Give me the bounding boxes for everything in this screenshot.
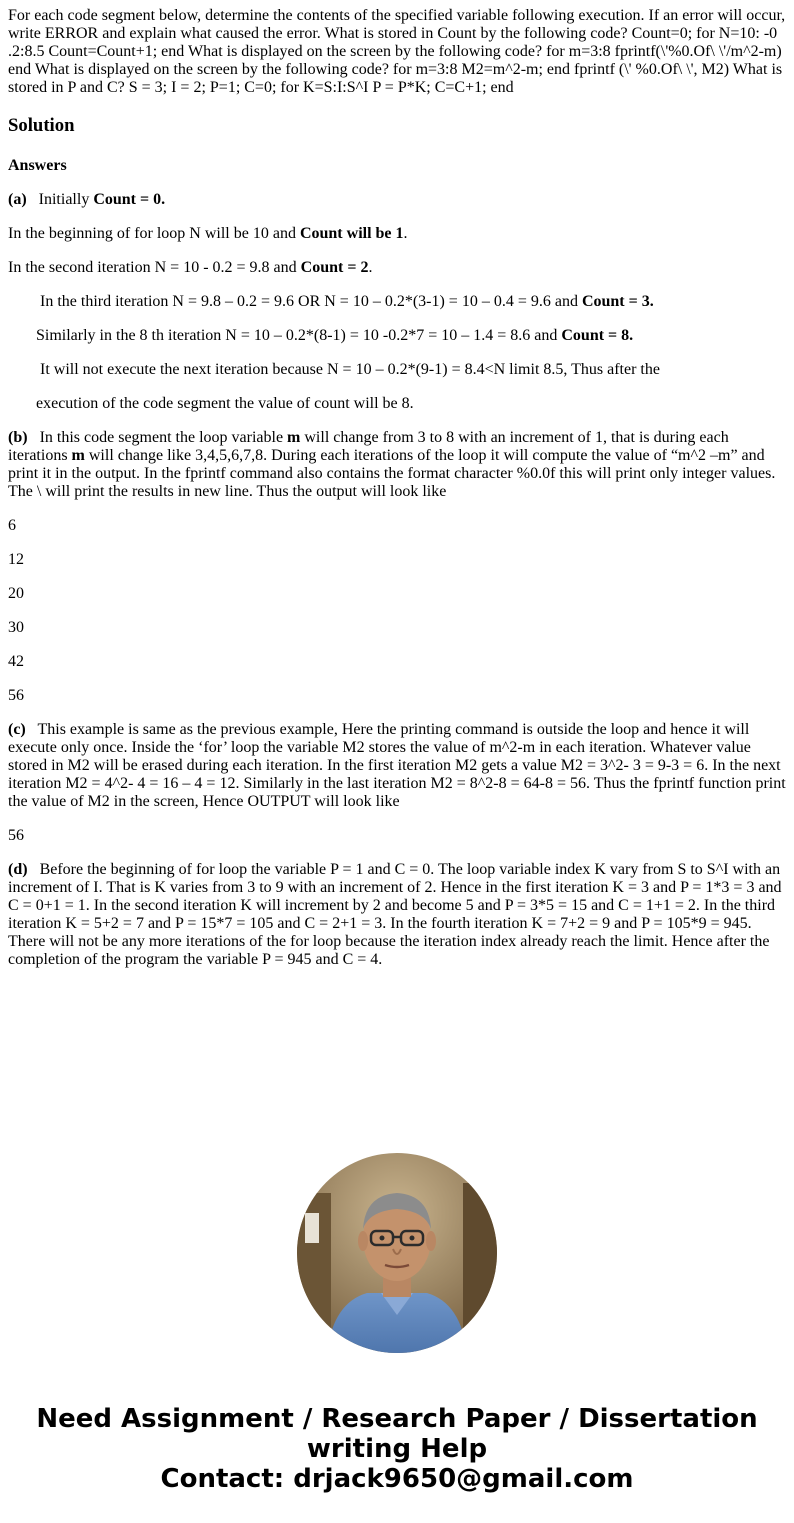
part-b-label: (b) xyxy=(8,429,28,446)
part-b-text-2: will change from 3 to 8 with an increment of 1, that is during each iterations xyxy=(8,429,729,464)
part-b-output-line: 42 xyxy=(8,653,24,670)
part-c-text: This example is same as the previous example, Here the printing command is outside the loop and hence it will execute only once. Inside the ‘for’ loop the variable M2 stores the value of m^2-m in each iteration. Whatever value stored in M2 will be erased during each iteration. In the first iteration M2 gets a value M2 = 3^2- 3 = 9-3 = 6. In the next iteration M2 = 4^2- 4 = 16 – 4 = 12. Similarly in the last iteration M2 = 8^2-8 = 64-8 = 56. Thus the fprintf function print the value of M2 in the screen, Hence OUTPUT will look like xyxy=(8,721,786,810)
part-b-output-line: 56 xyxy=(8,687,24,704)
promo-line-1: Need Assignment / Research Paper / Dissertation xyxy=(36,1404,758,1434)
part-a-line-4 xyxy=(8,293,788,311)
part-a-l5-text: Similarly in the 8 th iteration N = 10 – 0.2*(8-1) = 10 -0.2*7 = 10 – 1.4 = 8.6 and xyxy=(36,327,562,344)
part-a-l4-bold: Count = 3. xyxy=(581,293,654,310)
author-photo-avatar xyxy=(297,1153,497,1353)
author-portrait-image xyxy=(297,1153,497,1353)
part-b-var-1: m xyxy=(287,429,301,446)
answers-label: Answers xyxy=(8,157,67,174)
part-d-text: Before the beginning of for loop the variable P = 1 and C = 0. The loop variable index K vary from S to S^I with an increment of I. That is K varies from 3 to 9 with an increment of 2. Hence in the first iteration K = 3 and P = 1*3 = 3 and C = 0+1 = 1. In the second iteration K will increment by 2 and become 5 and P = 3*5 = 15 and C = 1+1 = 2. In the third iteration K = 5+2 = 7 and P = 15*7 = 105 and C = 2+1 = 3. In the fourth iteration K = 7+2 = 9 and P = 105*9 = 945. There will not be any more iterations of the for loop because the iteration index already reach the limit. Hence after the completion of the program the variable P = 945 and C = 4. xyxy=(8,861,782,968)
part-b-paragraph xyxy=(8,429,788,501)
part-a-line-1 xyxy=(8,191,788,209)
part-a-l3-post: . xyxy=(368,259,373,276)
solution-heading: Solution xyxy=(8,115,75,136)
promo-line-2: writing Help xyxy=(306,1434,488,1464)
part-a-l2-post: . xyxy=(403,225,408,242)
part-a-l2-text: In the beginning of for loop N will be 10 and xyxy=(8,225,300,242)
part-b-output-line: 6 xyxy=(8,517,16,534)
part-a-l1-bold: Count = 0. xyxy=(93,191,166,208)
part-a-l3-bold: Count = 2 xyxy=(300,259,369,276)
part-a-line-7: execution of the code segment the value of count will be 8. xyxy=(36,395,414,412)
part-b-text-3: will change like 3,4,5,6,7,8. During each iterations of the loop it will compute the value of “m^2 –m” and print it in the output. In the fprintf command also contains the format character %0.0f this will print only integer values. The \ will print the results in new line. Thus the output will look like xyxy=(8,447,776,500)
part-b-text-1: In this code segment the loop variable xyxy=(39,429,288,446)
document-body xyxy=(8,7,788,985)
part-c-output: 56 xyxy=(8,827,24,844)
part-a-line-6: It will not execute the next iteration because N = 10 – 0.2*(9-1) = 8.4<N limit 8.5, Thus after the xyxy=(40,361,660,378)
part-a-label: (a) xyxy=(8,191,27,208)
part-d-paragraph xyxy=(8,861,788,969)
part-a-l3-text: In the second iteration N = 10 - 0.2 = 9.8 and xyxy=(8,259,301,276)
part-c-label: (c) xyxy=(8,721,26,738)
question-text: For each code segment below, determine the contents of the specified variable following execution. If an error will occur, write ERROR and explain what caused the error. What is stored in Count by the following code? Count=0; for N=10: -0 .2:8.5 Count=Count+1; end What is displayed on the screen by the following code? for m=3:8 fprintf(\'%0.Of\ \'/m^2-m) end What is displayed on the screen by the following code? for m=3:8 M2=m^2-m; end fprintf (\' %0.Of\ \', M2) What is stored in P and C? S = 3; I = 2; P=1; C=0; for K=S:I:S^I P = P*K; C=C+1; end xyxy=(8,7,786,96)
part-a-l4-text: In the third iteration N = 9.8 – 0.2 = 9.6 OR N = 10 – 0.2*(3-1) = 10 – 0.4 = 9.6 and xyxy=(40,293,582,310)
part-b-var-2: m xyxy=(71,447,85,464)
part-d-label: (d) xyxy=(8,861,28,878)
part-b-output-line: 20 xyxy=(8,585,24,602)
promo-contact: Contact: drjack9650@gmail.com xyxy=(160,1464,634,1494)
part-b-output-line: 30 xyxy=(8,619,24,636)
part-b-output-line: 12 xyxy=(8,551,24,568)
part-a-l2-bold: Count will be 1 xyxy=(299,225,404,242)
part-a-l5-bold: Count = 8. xyxy=(561,327,634,344)
part-a-l1-text: Initially xyxy=(38,191,94,208)
promo-banner xyxy=(0,1404,794,1494)
part-c-paragraph xyxy=(8,721,788,811)
part-a-line-2 xyxy=(8,225,788,243)
part-a-line-3 xyxy=(8,259,788,277)
part-a-line-5 xyxy=(8,327,788,345)
